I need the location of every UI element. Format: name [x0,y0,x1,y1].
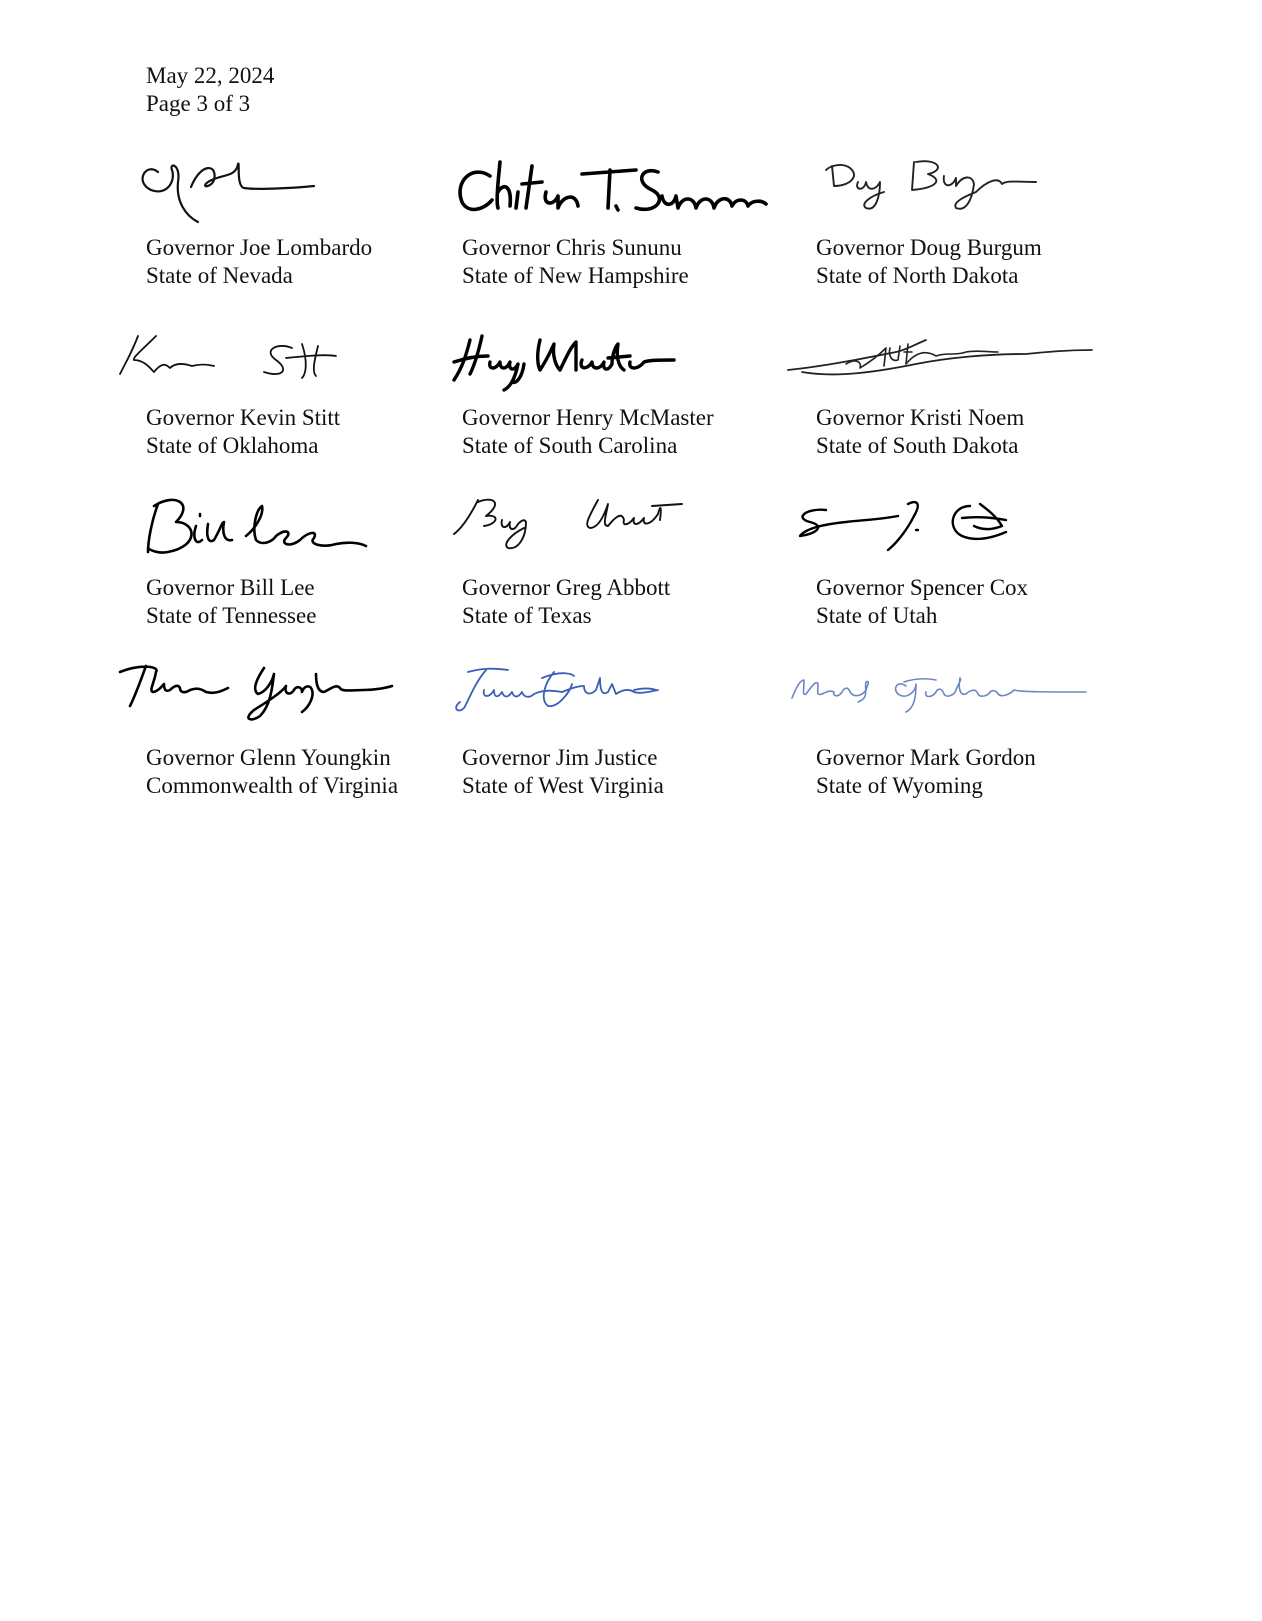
signer-name: Governor Doug Burgum [816,235,1042,260]
signature-image [412,662,752,742]
signature-image [766,492,1106,572]
signer-state: State of North Dakota [816,263,1019,288]
signer-state: State of West Virginia [462,773,664,798]
signer-name: Governor Greg Abbott [462,575,671,600]
signer-name: Governor Chris Sununu [462,235,682,260]
signature-image [96,662,436,742]
signer-state: State of Tennessee [146,603,317,628]
signature-image [96,152,436,232]
signer-name: Governor Henry McMaster [462,405,714,430]
signature-image [412,322,752,402]
signer-state: State of Utah [816,603,938,628]
signature-image [96,322,436,402]
signer-state: State of Texas [462,603,592,628]
signer-state: Commonwealth of Virginia [146,773,399,798]
signer-name: Governor Mark Gordon [816,745,1036,770]
signature-image [766,322,1106,402]
letter-date: May 22, 2024 [146,63,275,88]
page-number: Page 3 of 3 [146,91,251,116]
signature-image [96,492,436,572]
letter-header [146,62,274,118]
signer-name: Governor Spencer Cox [816,575,1029,600]
signer-name: Governor Kevin Stitt [146,405,341,430]
signer-name: Governor Joe Lombardo [146,235,373,260]
signer-name: Governor Kristi Noem [816,405,1025,430]
signer-state: State of South Carolina [462,433,678,458]
signer-state: State of Wyoming [816,773,983,798]
signature-image [412,152,752,232]
signer-name: Governor Glenn Youngkin [146,745,391,770]
signature-image [412,492,752,572]
signer-name: Governor Bill Lee [146,575,315,600]
signature-image [766,662,1106,742]
signer-state: State of South Dakota [816,433,1019,458]
signer-state: State of New Hampshire [462,263,689,288]
signature-image [766,152,1106,232]
signer-state: State of Nevada [146,263,293,288]
signer-state: State of Oklahoma [146,433,319,458]
signer-name: Governor Jim Justice [462,745,658,770]
